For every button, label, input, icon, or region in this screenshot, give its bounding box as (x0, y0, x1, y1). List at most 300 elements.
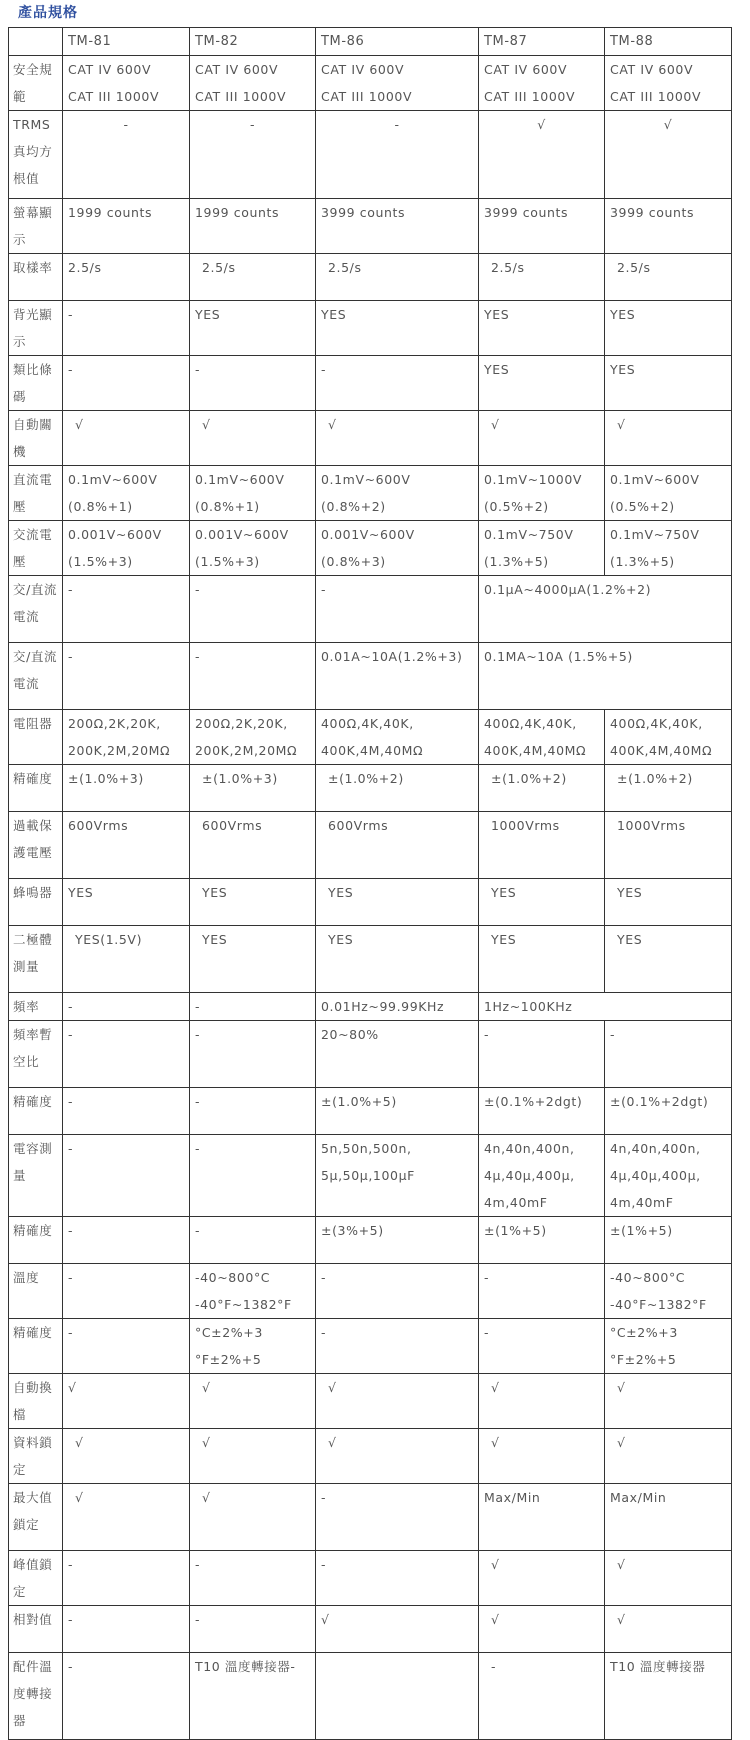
spec-cell (63, 1653, 190, 1740)
spec-cell-line: 0.01Hz~99.99KHz (321, 999, 445, 1014)
spec-cell (190, 576, 316, 643)
spec-cell-line: - (68, 1325, 74, 1340)
spec-row (9, 1484, 732, 1551)
spec-cell-line: YES (321, 307, 347, 322)
spec-cell (63, 521, 190, 576)
spec-cell-line: √ (617, 417, 626, 432)
spec-cell (63, 643, 190, 710)
spec-cell-line: CAT IV 600V (610, 62, 694, 77)
spec-cell (479, 111, 605, 199)
spec-cell-line: -40~800°C (610, 1270, 686, 1285)
spec-cell-line: - (195, 1141, 201, 1156)
spec-cell-line: 0.1μA~4000μA(1.2%+2) (484, 582, 652, 597)
header-row (9, 28, 732, 56)
spec-cell (316, 1374, 479, 1429)
spec-cell (190, 466, 316, 521)
spec-cell-line: YES (617, 885, 643, 900)
spec-cell-line: √ (491, 1380, 500, 1395)
spec-cell (316, 812, 479, 879)
spec-cell-line: - (491, 1659, 497, 1674)
spec-cell-line: 0.1mV~750V (610, 527, 700, 542)
spec-row (9, 56, 732, 111)
spec-cell (190, 301, 316, 356)
spec-cell (316, 879, 479, 926)
spec-cell-line: √ (328, 1380, 337, 1395)
spec-cell (605, 199, 732, 254)
spec-cell-line: - (249, 117, 256, 132)
spec-cell (63, 1264, 190, 1319)
spec-cell-line: - (195, 999, 201, 1014)
spec-row-label: 蜂鳴器 (9, 879, 63, 926)
spec-cell (605, 1484, 732, 1551)
spec-cell (63, 879, 190, 926)
spec-cell (63, 1021, 190, 1088)
spec-cell (479, 812, 605, 879)
spec-row-label: 類比條碼 (9, 356, 63, 411)
spec-cell (63, 765, 190, 812)
spec-cell-line: ±(1.0%+3) (68, 771, 144, 786)
spec-cell (605, 1264, 732, 1319)
spec-cell (479, 1021, 605, 1088)
spec-cell (63, 1217, 190, 1264)
spec-row-label: 資料鎖定 (9, 1429, 63, 1484)
spec-cell-line: √ (202, 417, 211, 432)
spec-cell-line: ±(0.1%+2dgt) (484, 1094, 583, 1109)
spec-cell-line: √ (202, 1490, 211, 1505)
spec-cell-line: √ (663, 117, 673, 132)
spec-row-label: 最大值鎖定 (9, 1484, 63, 1551)
spec-cell-line: 400K,4M,40MΩ (610, 743, 713, 758)
spec-cell (605, 1088, 732, 1135)
spec-cell (63, 411, 190, 466)
spec-cell (479, 1653, 605, 1740)
spec-cell-line: - (321, 1490, 327, 1505)
spec-cell-line: 400K,4M,40MΩ (484, 743, 587, 758)
spec-cell-line: 0.001V~600V (321, 527, 415, 542)
spec-cell (63, 466, 190, 521)
spec-cell-line: CAT III 1000V (484, 89, 576, 104)
spec-cell-line: 200K,2M,20MΩ (68, 743, 171, 758)
spec-cell (605, 411, 732, 466)
spec-row-label: 背光顯示 (9, 301, 63, 356)
spec-cell-line: √ (617, 1557, 626, 1572)
spec-cell-line: 0.1mV~600V (610, 472, 700, 487)
spec-cell-line: 0.001V~600V (68, 527, 162, 542)
spec-cell (479, 710, 605, 765)
spec-cell (605, 1217, 732, 1264)
spec-cell-line: °F±2%+5 (195, 1352, 262, 1367)
spec-row (9, 199, 732, 254)
spec-cell-line: CAT IV 600V (321, 62, 405, 77)
spec-cell-line: 1999 counts (195, 205, 280, 220)
spec-cell-line: 1000Vrms (617, 818, 686, 833)
spec-row (9, 1653, 732, 1740)
spec-cell-line: 4μ,40μ,400μ, (484, 1168, 575, 1183)
spec-cell-line: - (321, 1270, 327, 1285)
spec-cell-line: YES (484, 362, 510, 377)
spec-cell-line: 400Ω,4K,40K, (321, 716, 414, 731)
spec-cell (605, 1374, 732, 1429)
spec-cell (316, 411, 479, 466)
spec-cell-line: 0.1mV~600V (195, 472, 285, 487)
spec-cell-line: YES (491, 932, 517, 947)
spec-cell (316, 1021, 479, 1088)
spec-cell (316, 1429, 479, 1484)
spec-row (9, 254, 732, 301)
spec-cell (190, 521, 316, 576)
spec-cell-line: Max/Min (484, 1490, 541, 1505)
spec-cell-line: √ (75, 1490, 84, 1505)
spec-cell (479, 56, 605, 111)
spec-cell-line: 3999 counts (610, 205, 695, 220)
spec-cell-line: ±(0.1%+2dgt) (610, 1094, 709, 1109)
spec-cell-line: (0.5%+2) (610, 499, 675, 514)
spec-cell (316, 521, 479, 576)
spec-cell (479, 411, 605, 466)
spec-row (9, 1135, 732, 1217)
spec-cell-line: (0.8%+1) (68, 499, 133, 514)
spec-cell-line: √ (328, 417, 337, 432)
spec-cell (479, 254, 605, 301)
spec-row-label: 電容測量 (9, 1135, 63, 1217)
spec-cell-line: ±(1.0%+5) (321, 1094, 397, 1109)
spec-cell (63, 1606, 190, 1653)
spec-cell-line: CAT III 1000V (195, 89, 287, 104)
spec-row (9, 411, 732, 466)
spec-cell-line: 0.1mV~600V (321, 472, 411, 487)
spec-cell-line: - (68, 1612, 74, 1627)
spec-cell-line: °C±2%+3 (195, 1325, 263, 1340)
spec-cell (479, 521, 605, 576)
spec-cell-line: √ (75, 417, 84, 432)
spec-cell (605, 466, 732, 521)
spec-cell-line: CAT III 1000V (610, 89, 702, 104)
spec-cell (479, 199, 605, 254)
spec-cell-line: √ (68, 1380, 77, 1395)
spec-cell-line: - (394, 117, 400, 132)
spec-row-label: TRMS真均方根值 (9, 111, 63, 199)
spec-row-label: 取樣率 (9, 254, 63, 301)
spec-row-label: 直流電壓 (9, 466, 63, 521)
spec-cell-line: √ (491, 1435, 500, 1450)
spec-cell-line: 4n,40n,400n, (484, 1141, 575, 1156)
spec-cell-line: (0.8%+3) (321, 554, 386, 569)
spec-cell-line: CAT III 1000V (321, 89, 413, 104)
spec-cell (190, 111, 316, 199)
spec-cell (190, 199, 316, 254)
spec-row-label: 頻率暫空比 (9, 1021, 63, 1088)
spec-row (9, 879, 732, 926)
spec-cell-line: 400K,4M,40MΩ (321, 743, 424, 758)
spec-row (9, 926, 732, 993)
spec-cell-line: YES(1.5V) (75, 932, 143, 947)
spec-cell (63, 356, 190, 411)
spec-cell-line: - (195, 1027, 201, 1042)
spec-cell (316, 576, 479, 643)
spec-row (9, 993, 732, 1021)
spec-cell (316, 466, 479, 521)
spec-row-label: 自動關機 (9, 411, 63, 466)
spec-cell-line: YES (328, 932, 354, 947)
model-header: TM-88 (605, 28, 732, 56)
spec-row (9, 1021, 732, 1088)
spec-row-label: 交流電壓 (9, 521, 63, 576)
spec-cell (190, 643, 316, 710)
spec-cell (316, 254, 479, 301)
spec-cell-line: 5μ,50μ,100μF (321, 1168, 415, 1183)
spec-cell-line: - (195, 649, 201, 664)
spec-cell (479, 1551, 605, 1606)
spec-row-label: 配件溫度轉接器 (9, 1653, 63, 1740)
spec-cell-line: YES (202, 932, 228, 947)
spec-row (9, 1319, 732, 1374)
spec-cell-line: √ (202, 1380, 211, 1395)
spec-row-label: 精確度 (9, 765, 63, 812)
spec-row-label: 螢幕顯示 (9, 199, 63, 254)
spec-cell (63, 254, 190, 301)
spec-cell (63, 1484, 190, 1551)
spec-cell-line: 3999 counts (321, 205, 406, 220)
spec-cell-line: - (68, 649, 74, 664)
spec-cell (316, 1606, 479, 1653)
spec-row (9, 643, 732, 710)
spec-cell-line: 3999 counts (484, 205, 569, 220)
spec-cell (190, 411, 316, 466)
spec-cell (605, 111, 732, 199)
spec-row (9, 765, 732, 812)
spec-cell-line: 0.001V~600V (195, 527, 289, 542)
spec-cell (63, 993, 190, 1021)
spec-cell (479, 1135, 605, 1217)
spec-row-label: 精確度 (9, 1217, 63, 1264)
spec-cell (63, 1319, 190, 1374)
spec-cell-line: 600Vrms (68, 818, 129, 833)
spec-cell-line: YES (484, 307, 510, 322)
spec-cell-line: √ (328, 1435, 337, 1450)
spec-cell (63, 1429, 190, 1484)
spec-cell-line: 4m,40mF (484, 1195, 548, 1210)
spec-cell (63, 926, 190, 993)
spec-row-label: 交/直流電流 (9, 576, 63, 643)
spec-cell-line: 2.5/s (491, 260, 525, 275)
spec-row (9, 1374, 732, 1429)
spec-cell-line: - (610, 1027, 616, 1042)
spec-cell-line: YES (491, 885, 517, 900)
spec-cell (316, 926, 479, 993)
spec-cell (316, 1217, 479, 1264)
spec-cell-line: - (68, 582, 74, 597)
spec-cell-line: 1000Vrms (491, 818, 560, 833)
spec-cell-line: 4n,40n,400n, (610, 1141, 701, 1156)
spec-cell-line: YES (610, 307, 636, 322)
spec-cell (316, 1088, 479, 1135)
spec-cell (316, 1484, 479, 1551)
spec-cell (190, 56, 316, 111)
model-header: TM-86 (316, 28, 479, 56)
spec-cell (63, 812, 190, 879)
spec-cell-line: √ (491, 417, 500, 432)
spec-cell (479, 926, 605, 993)
spec-cell-line: √ (491, 1612, 500, 1627)
spec-cell-line: CAT IV 600V (68, 62, 152, 77)
spec-cell-line: YES (617, 932, 643, 947)
spec-cell-line: √ (491, 1557, 500, 1572)
spec-cell-line: 0.01A~10A(1.2%+3) (321, 649, 463, 664)
spec-cell (190, 1135, 316, 1217)
spec-cell (479, 1374, 605, 1429)
spec-cell (316, 993, 479, 1021)
spec-cell (190, 812, 316, 879)
spec-cell (605, 1429, 732, 1484)
spec-cell-line: 4m,40mF (610, 1195, 674, 1210)
spec-cell-line: - (195, 1094, 201, 1109)
spec-cell-line: -40~800°C (195, 1270, 271, 1285)
spec-cell (316, 56, 479, 111)
spec-cell (63, 56, 190, 111)
spec-cell-line: (1.5%+3) (195, 554, 260, 569)
spec-cell (63, 301, 190, 356)
spec-cell (479, 1319, 605, 1374)
spec-cell-line: 200Ω,2K,20K, (195, 716, 288, 731)
spec-cell-line: - (68, 999, 74, 1014)
spec-cell-line: (1.5%+3) (68, 554, 133, 569)
spec-cell-line: - (321, 582, 327, 597)
spec-cell-line: ±(1.0%+2) (328, 771, 404, 786)
spec-row (9, 812, 732, 879)
spec-cell (190, 1319, 316, 1374)
spec-cell (479, 1088, 605, 1135)
spec-row (9, 521, 732, 576)
spec-cell-line: (1.3%+5) (610, 554, 675, 569)
spec-cell-line: T10 溫度轉接器 (610, 1659, 706, 1674)
spec-cell (190, 1551, 316, 1606)
spec-cell-line: √ (617, 1435, 626, 1450)
spec-cell-line: 0.1mV~1000V (484, 472, 583, 487)
spec-cell-line: - (195, 1223, 201, 1238)
spec-cell-line: - (68, 1659, 74, 1674)
spec-cell (479, 356, 605, 411)
spec-cell-line: ±(1%+5) (484, 1223, 547, 1238)
spec-cell-line: √ (537, 117, 546, 132)
spec-cell (605, 879, 732, 926)
spec-cell-line: - (68, 1027, 74, 1042)
spec-cell (605, 812, 732, 879)
spec-cell (605, 926, 732, 993)
spec-cell (479, 1429, 605, 1484)
spec-cell (316, 1551, 479, 1606)
spec-cell (190, 879, 316, 926)
spec-table-body (9, 28, 732, 1740)
spec-row (9, 1264, 732, 1319)
spec-cell-line: - (484, 1027, 490, 1042)
spec-cell (605, 356, 732, 411)
spec-cell-line: 20~80% (321, 1027, 379, 1042)
spec-cell (190, 1606, 316, 1653)
spec-cell-line: - (68, 1094, 74, 1109)
model-header: TM-82 (190, 28, 316, 56)
model-header: TM-81 (63, 28, 190, 56)
spec-row (9, 356, 732, 411)
spec-cell-line: CAT IV 600V (195, 62, 279, 77)
spec-cell (190, 993, 316, 1021)
spec-cell (190, 356, 316, 411)
spec-cell-line: - (68, 1270, 74, 1285)
spec-cell-line: YES (202, 885, 228, 900)
spec-cell (190, 1088, 316, 1135)
spec-cell-line: 600Vrms (202, 818, 263, 833)
spec-cell-line: - (321, 362, 327, 377)
spec-cell (63, 1088, 190, 1135)
spec-cell-line: 400Ω,4K,40K, (484, 716, 577, 731)
spec-cell-line: Max/Min (610, 1490, 667, 1505)
spec-row-label: 峰值鎖定 (9, 1551, 63, 1606)
spec-cell-line: 400Ω,4K,40K, (610, 716, 703, 731)
spec-cell-line: 200Ω,2K,20K, (68, 716, 161, 731)
spec-cell (316, 199, 479, 254)
spec-cell (63, 111, 190, 199)
spec-cell-line: CAT III 1000V (68, 89, 160, 104)
spec-cell (479, 576, 732, 643)
spec-cell-line: - (484, 1325, 490, 1340)
spec-cell (316, 1653, 479, 1740)
spec-cell (479, 1484, 605, 1551)
spec-cell (479, 1606, 605, 1653)
spec-cell-line: YES (195, 307, 221, 322)
spec-row-label: 相對值 (9, 1606, 63, 1653)
spec-cell-line: 2.5/s (68, 260, 102, 275)
spec-cell-line: √ (617, 1380, 626, 1395)
spec-cell (63, 710, 190, 765)
spec-row (9, 1429, 732, 1484)
spec-cell-line: - (68, 1557, 74, 1572)
spec-cell (63, 1135, 190, 1217)
spec-row-label: 溫度 (9, 1264, 63, 1319)
spec-row (9, 1088, 732, 1135)
spec-cell-line: - (195, 1557, 201, 1572)
spec-row (9, 576, 732, 643)
spec-cell-line: - (68, 1223, 74, 1238)
spec-cell-line: ±(1%+5) (610, 1223, 673, 1238)
spec-cell (316, 1135, 479, 1217)
spec-cell-line: ±(3%+5) (321, 1223, 384, 1238)
spec-cell (316, 356, 479, 411)
spec-cell-line: 4μ,40μ,400μ, (610, 1168, 701, 1183)
spec-cell-line: 600Vrms (328, 818, 389, 833)
spec-cell (605, 56, 732, 111)
spec-cell (605, 521, 732, 576)
spec-cell-line: -40°F~1382°F (195, 1297, 292, 1312)
spec-cell (605, 1135, 732, 1217)
spec-cell-line: (0.8%+1) (195, 499, 260, 514)
spec-cell (190, 1374, 316, 1429)
spec-cell-line: - (68, 307, 74, 322)
spec-table (8, 27, 732, 1740)
spec-cell-line: YES (328, 885, 354, 900)
header-corner (9, 28, 63, 56)
spec-cell (479, 466, 605, 521)
spec-cell (605, 254, 732, 301)
spec-cell (605, 765, 732, 812)
spec-cell (605, 1319, 732, 1374)
spec-cell (605, 1653, 732, 1740)
spec-cell-line: CAT IV 600V (484, 62, 568, 77)
spec-cell (190, 765, 316, 812)
spec-cell-line: - (321, 1325, 327, 1340)
spec-cell (63, 576, 190, 643)
spec-row (9, 1551, 732, 1606)
spec-cell-line: 2.5/s (617, 260, 651, 275)
spec-cell-line: °F±2%+5 (610, 1352, 677, 1367)
